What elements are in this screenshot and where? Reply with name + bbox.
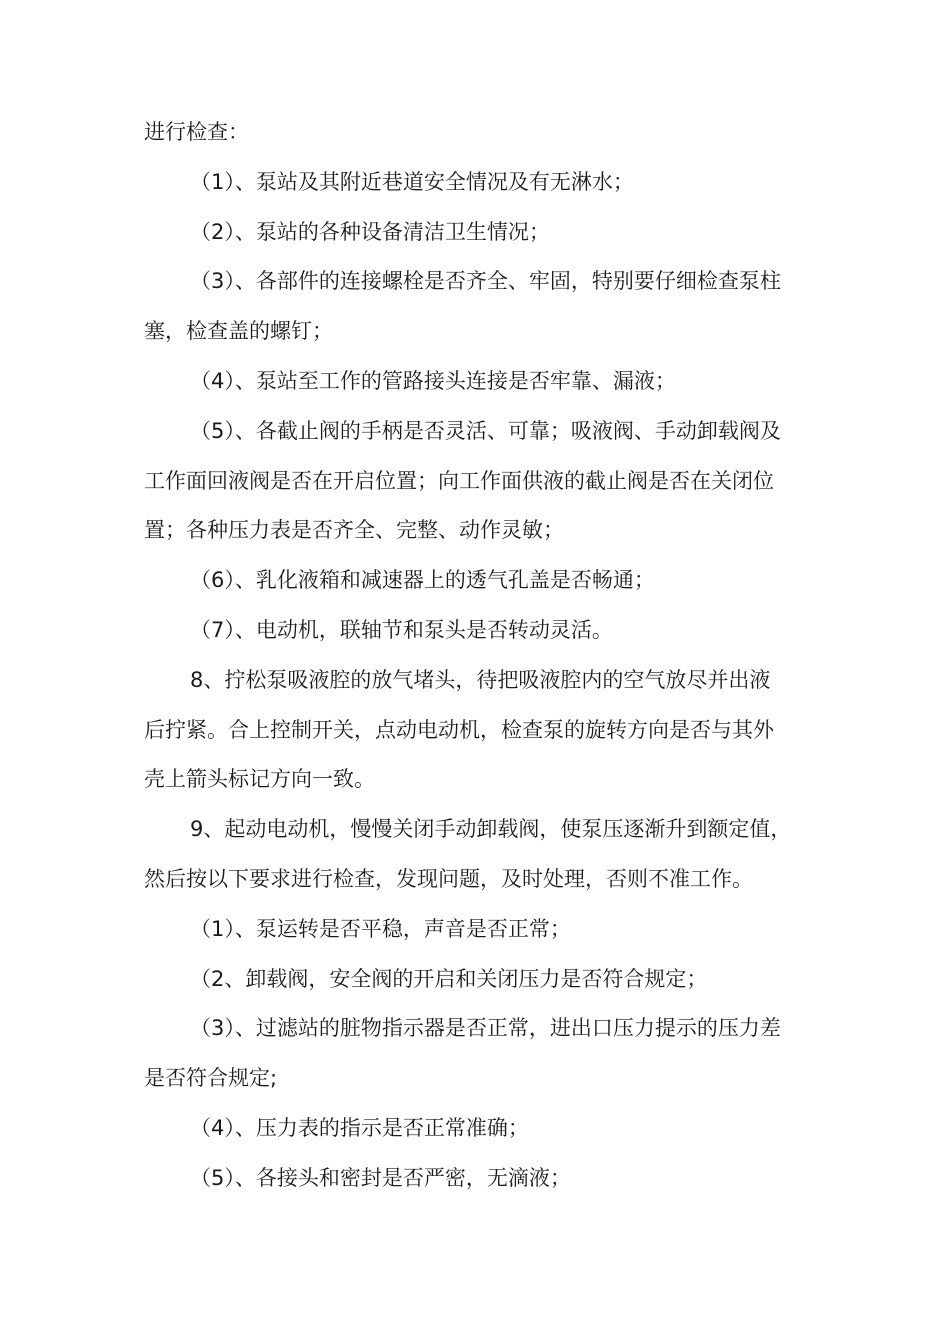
text-line: （4）、压力表的指示是否正常准确； bbox=[190, 1115, 529, 1140]
text-line: （7）、电动机，联轴节和泵头是否转动灵活。 bbox=[190, 617, 613, 642]
text-line: （2）、泵站的各种设备清洁卫生情况； bbox=[190, 219, 550, 244]
text-line: （4）、泵站至工作的管路接头连接是否牢靠、漏液； bbox=[190, 368, 676, 393]
text-line: 置；各种压力表是否齐全、完整、动作灵敏； bbox=[144, 518, 564, 543]
text-line: 塞，检查盖的螺钉； bbox=[144, 319, 333, 344]
text-line: （5）、各截止阀的手柄是否灵活、可靠；吸液阀、手动卸载阀及 bbox=[190, 418, 781, 443]
text-line: 9、起动电动机，慢慢关闭手动卸载阀，使泵压逐渐升到额定值， bbox=[190, 817, 792, 842]
text-line: （6）、乳化液箱和减速器上的透气孔盖是否畅通； bbox=[190, 568, 655, 593]
text-line: （1）、泵运转是否平稳，声音是否正常； bbox=[190, 916, 571, 941]
text-line: 进行检查： bbox=[144, 120, 249, 144]
text-line: （3）、过滤站的脏物指示器是否正常，进出口压力提示的压力差 bbox=[190, 1016, 781, 1041]
text-line: 后拧紧。合上控制开关，点动电动机，检查泵的旋转方向是否与其外 bbox=[144, 717, 774, 742]
text-line: （1）、泵站及其附近巷道安全情况及有无淋水； bbox=[190, 169, 634, 194]
text-line: 然后按以下要求进行检查，发现问题，及时处理，否则不准工作。 bbox=[144, 866, 753, 891]
text-line: 工作面回液阀是否在开启位置；向工作面供液的截止阀是否在关闭位 bbox=[144, 468, 774, 493]
text-line: （2、卸载阀，安全阀的开启和关闭压力是否符合规定； bbox=[190, 966, 708, 991]
text-line: （5）、各接头和密封是否严密，无滴液； bbox=[190, 1165, 571, 1190]
text-line: 壳上箭头标记方向一致。 bbox=[144, 767, 375, 792]
text-line: 是否符合规定; bbox=[144, 1066, 278, 1091]
text-line: （3）、各部件的连接螺栓是否齐全、牢固，特别要仔细检查泵柱 bbox=[190, 269, 781, 294]
text-line: 8、拧松泵吸液腔的放气堵头，待把吸液腔内的空气放尽并出液 bbox=[190, 667, 771, 692]
document-body bbox=[144, 108, 809, 1204]
